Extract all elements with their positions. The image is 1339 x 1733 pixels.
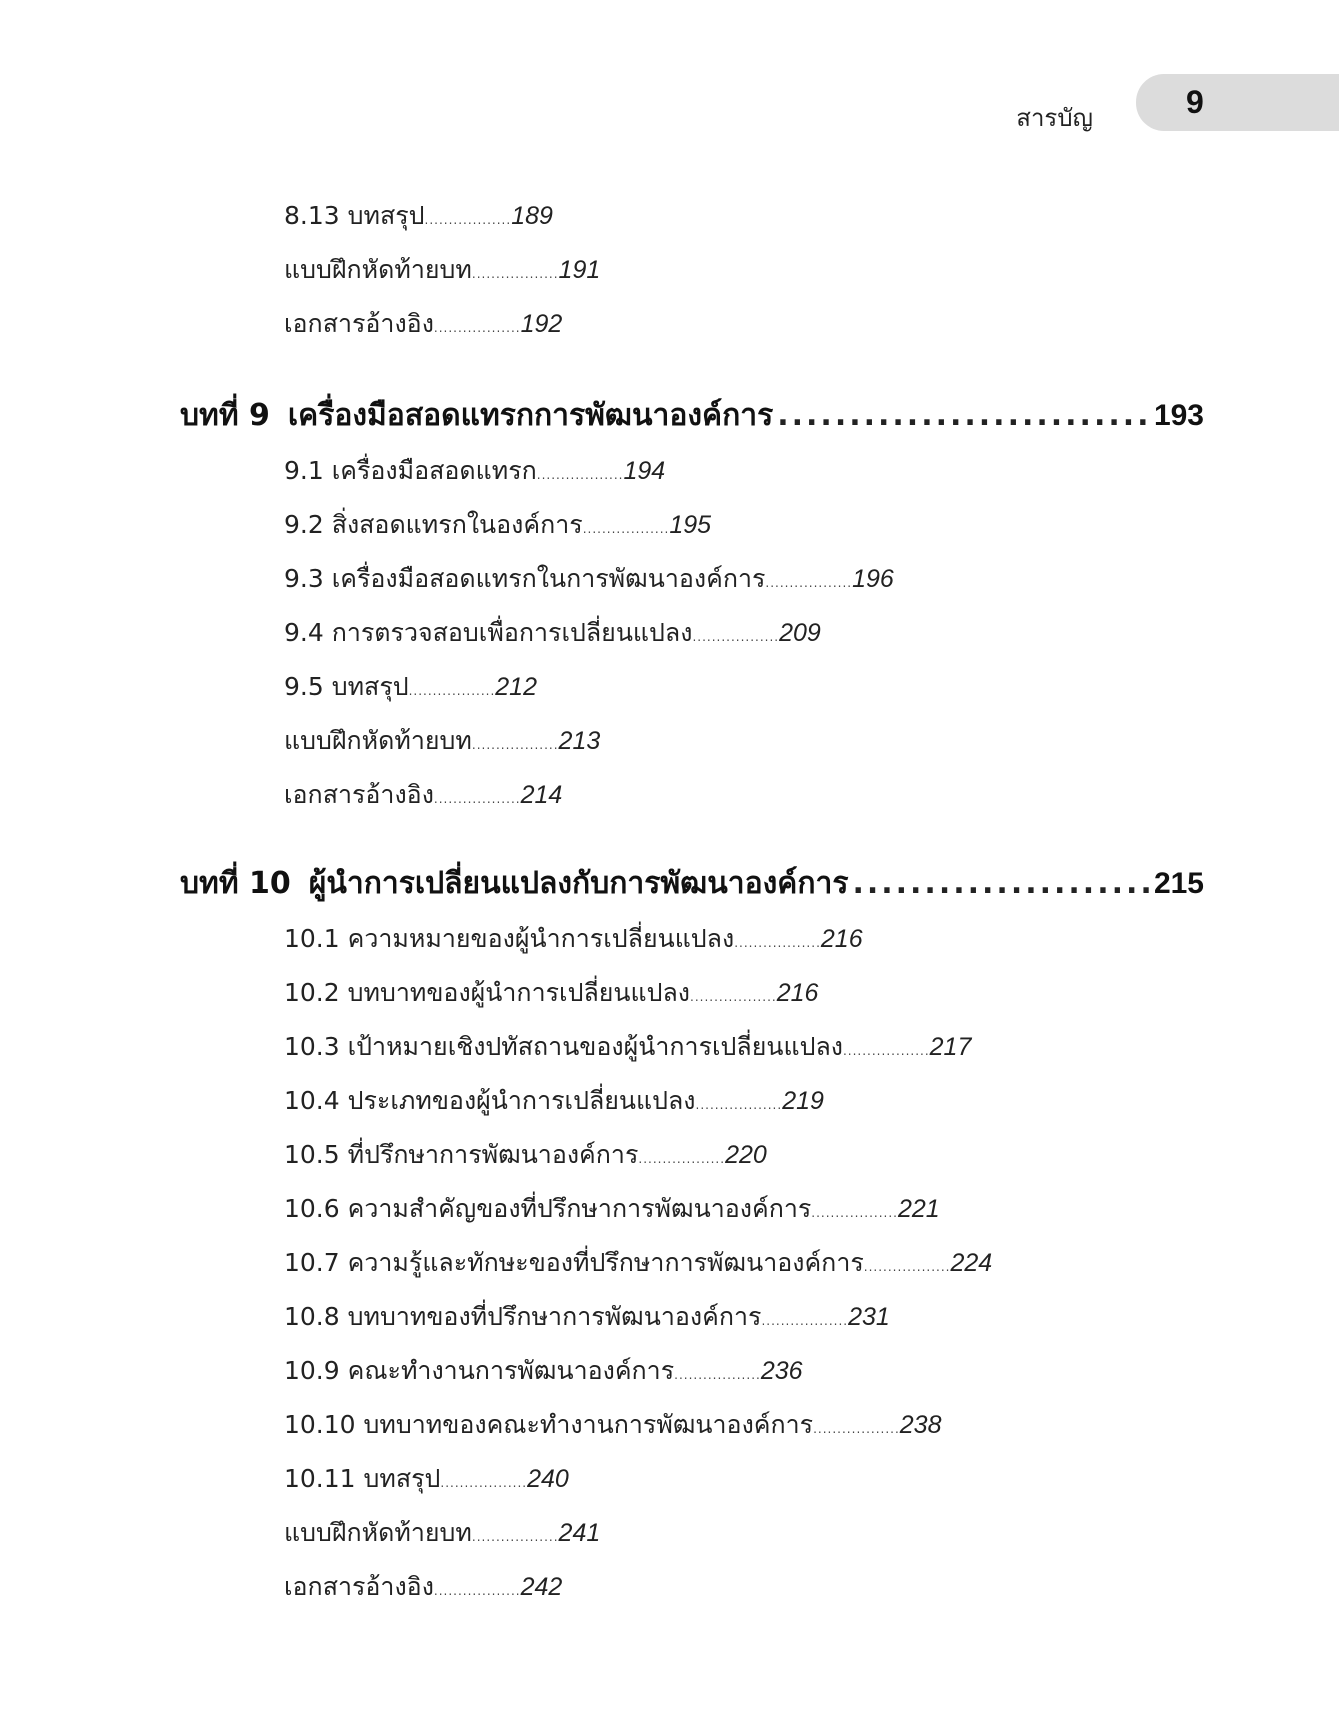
toc-entry-page: 219: [782, 1087, 824, 1115]
dot-leader: ..................: [863, 1260, 951, 1274]
toc-entry-title: แบบฝึกหัดท้ายบท: [284, 1518, 472, 1547]
dot-leader: ..................: [734, 936, 821, 950]
toc-entry-page: 217: [929, 1033, 972, 1061]
dot-leader: [777, 397, 1150, 435]
dot-leader: ..................: [761, 1314, 849, 1328]
toc-entry-page: 231: [848, 1303, 890, 1331]
toc-entry-title: 10.10 บทบาทของคณะทำงานการพัฒนาองค์การ: [284, 1410, 814, 1439]
toc-entry[interactable]: [284, 200, 553, 236]
toc-entry-title: เอกสารอ้างอิง: [284, 309, 434, 338]
dot-leader: ..................: [424, 213, 512, 227]
toc-entry[interactable]: [284, 1517, 600, 1553]
toc-entry-title: 10.1 ความหมายของผู้นำการเปลี่ยนแปลง: [284, 924, 735, 953]
dot-leader: ..................: [582, 522, 670, 536]
toc-entry[interactable]: [284, 1571, 562, 1607]
toc-entry[interactable]: [284, 1139, 767, 1175]
dot-leader: ..................: [813, 1422, 900, 1436]
dot-leader: ..................: [471, 267, 559, 281]
toc-entry-page: 194: [623, 457, 666, 485]
toc-entry-title: เอกสารอ้างอิง: [284, 1572, 434, 1601]
chapter-page: 193: [1153, 399, 1204, 432]
toc-entry-page: 238: [899, 1411, 942, 1439]
toc-entry-title: 10.5 ที่ปรึกษาการพัฒนาองค์การ: [284, 1140, 639, 1169]
toc-entry-title: 10.4 ประเภทของผู้นำการเปลี่ยนแปลง: [284, 1086, 696, 1115]
toc-entry[interactable]: [284, 725, 600, 761]
toc-entry[interactable]: [284, 977, 818, 1013]
toc-entry-page: 209: [779, 619, 821, 647]
dot-leader: ..................: [433, 1584, 521, 1598]
toc-entry-page: 196: [852, 565, 894, 593]
toc-entry-title: 9.3 เครื่องมือสอดแทรกในการพัฒนาองค์การ: [284, 564, 766, 593]
dot-leader: ..................: [440, 1476, 528, 1490]
toc-entry-page: 221: [897, 1195, 940, 1223]
toc-entry[interactable]: [284, 308, 562, 344]
toc-entry-title: แบบฝึกหัดท้ายบท: [284, 255, 472, 284]
toc-entry[interactable]: [284, 1193, 940, 1229]
toc-entry-page: 214: [520, 781, 563, 809]
toc-entry-title: 10.3 เป้าหมายเชิงปทัสถานของผู้นำการเปลี่ยนแปลง: [284, 1032, 843, 1061]
toc-entry[interactable]: [284, 1301, 890, 1337]
toc-entry-title: 10.6 ความสำคัญของที่ปรึกษาการพัฒนาองค์การ: [284, 1194, 812, 1223]
toc-entry[interactable]: [284, 923, 863, 959]
toc-entry[interactable]: [284, 563, 894, 599]
toc-entry-page: 242: [520, 1573, 563, 1601]
toc-entry-page: 191: [558, 256, 601, 284]
toc-entry-page: 192: [520, 310, 563, 338]
dot-leader: ..................: [811, 1206, 898, 1220]
toc-entry-title: 10.8 บทบาทของที่ปรึกษาการพัฒนาองค์การ: [284, 1302, 762, 1331]
chapter-heading[interactable]: [180, 865, 1204, 903]
toc-entry-title: แบบฝึกหัดท้ายบท: [284, 726, 472, 755]
toc-entry[interactable]: [284, 509, 711, 545]
chapter-title: เครื่องมือสอดแทรกการพัฒนาองค์การ: [287, 398, 774, 433]
toc-entry-title: 9.2 สิ่งสอดแทรกในองค์การ: [284, 510, 583, 539]
chapter-number: บทที่ 10: [180, 866, 291, 901]
dot-leader: ..................: [842, 1044, 930, 1058]
toc-entry[interactable]: [284, 671, 537, 707]
dot-leader: ..................: [690, 990, 777, 1004]
chapter-title: ผู้นำการเปลี่ยนแปลงกับการพัฒนาองค์การ: [308, 866, 849, 901]
toc-entry-page: 240: [527, 1465, 569, 1493]
toc-entry[interactable]: [284, 1355, 803, 1391]
dot-leader: ..................: [638, 1152, 726, 1166]
toc-entry-title: 9.4 การตรวจสอบเพื่อการเปลี่ยนแปลง: [284, 618, 693, 647]
page-number: 9: [1186, 84, 1204, 120]
toc-entry-title: เอกสารอ้างอิง: [284, 780, 434, 809]
dot-leader: ..................: [408, 684, 496, 698]
toc-entry-page: 224: [950, 1249, 993, 1277]
toc-entry[interactable]: [284, 1085, 824, 1121]
dot-leader: ..................: [695, 1098, 783, 1112]
dot-leader: ..................: [765, 576, 853, 590]
dot-leader: ..................: [471, 738, 559, 752]
toc-entry-title: 9.1 เครื่องมือสอดแทรก: [284, 456, 537, 485]
toc-entry[interactable]: [284, 1247, 992, 1283]
toc-entry-title: 10.2 บทบาทของผู้นำการเปลี่ยนแปลง: [284, 978, 691, 1007]
chapter-heading[interactable]: [180, 397, 1204, 435]
page-number-tab: [1136, 74, 1339, 131]
toc-entry-page: 216: [776, 979, 819, 1007]
toc-entry-title: 8.13 บทสรุป: [284, 201, 425, 230]
toc-entry-page: 195: [669, 511, 712, 539]
toc-entry-page: 212: [495, 673, 537, 701]
dot-leader: ..................: [692, 630, 780, 644]
toc-entry-title: 10.9 คณะทำงานการพัฒนาองค์การ: [284, 1356, 675, 1385]
chapter-page: 215: [1153, 867, 1204, 900]
dot-leader: [852, 865, 1149, 903]
toc-entry-page: 189: [511, 202, 553, 230]
toc-entry[interactable]: [284, 1031, 971, 1067]
section-title: สารบัญ: [1016, 104, 1093, 132]
dot-leader: ..................: [471, 1530, 559, 1544]
dot-leader: ..................: [536, 468, 624, 482]
dot-leader: ..................: [674, 1368, 761, 1382]
dot-leader: ..................: [433, 792, 521, 806]
toc-entry[interactable]: [284, 617, 821, 653]
toc-entry-page: 216: [820, 925, 863, 953]
toc-entry-title: 10.11 บทสรุป: [284, 1464, 441, 1493]
toc-entry-title: 10.7 ความรู้และทักษะของที่ปรึกษาการพัฒนาองค์การ: [284, 1248, 864, 1277]
toc-entry[interactable]: [284, 455, 665, 491]
toc-entry-title: 9.5 บทสรุป: [284, 672, 409, 701]
toc-entry[interactable]: [284, 1463, 569, 1499]
chapter-number: บทที่ 9: [180, 398, 270, 433]
toc-entry-page: 213: [558, 727, 601, 755]
toc-entry-page: 241: [558, 1519, 601, 1547]
toc-entry-page: 220: [725, 1141, 767, 1169]
toc-entry[interactable]: [284, 779, 562, 815]
dot-leader: ..................: [433, 321, 521, 335]
toc-entry[interactable]: [284, 1409, 942, 1445]
toc-entry[interactable]: [284, 254, 600, 290]
toc-entry-page: 236: [760, 1357, 803, 1385]
